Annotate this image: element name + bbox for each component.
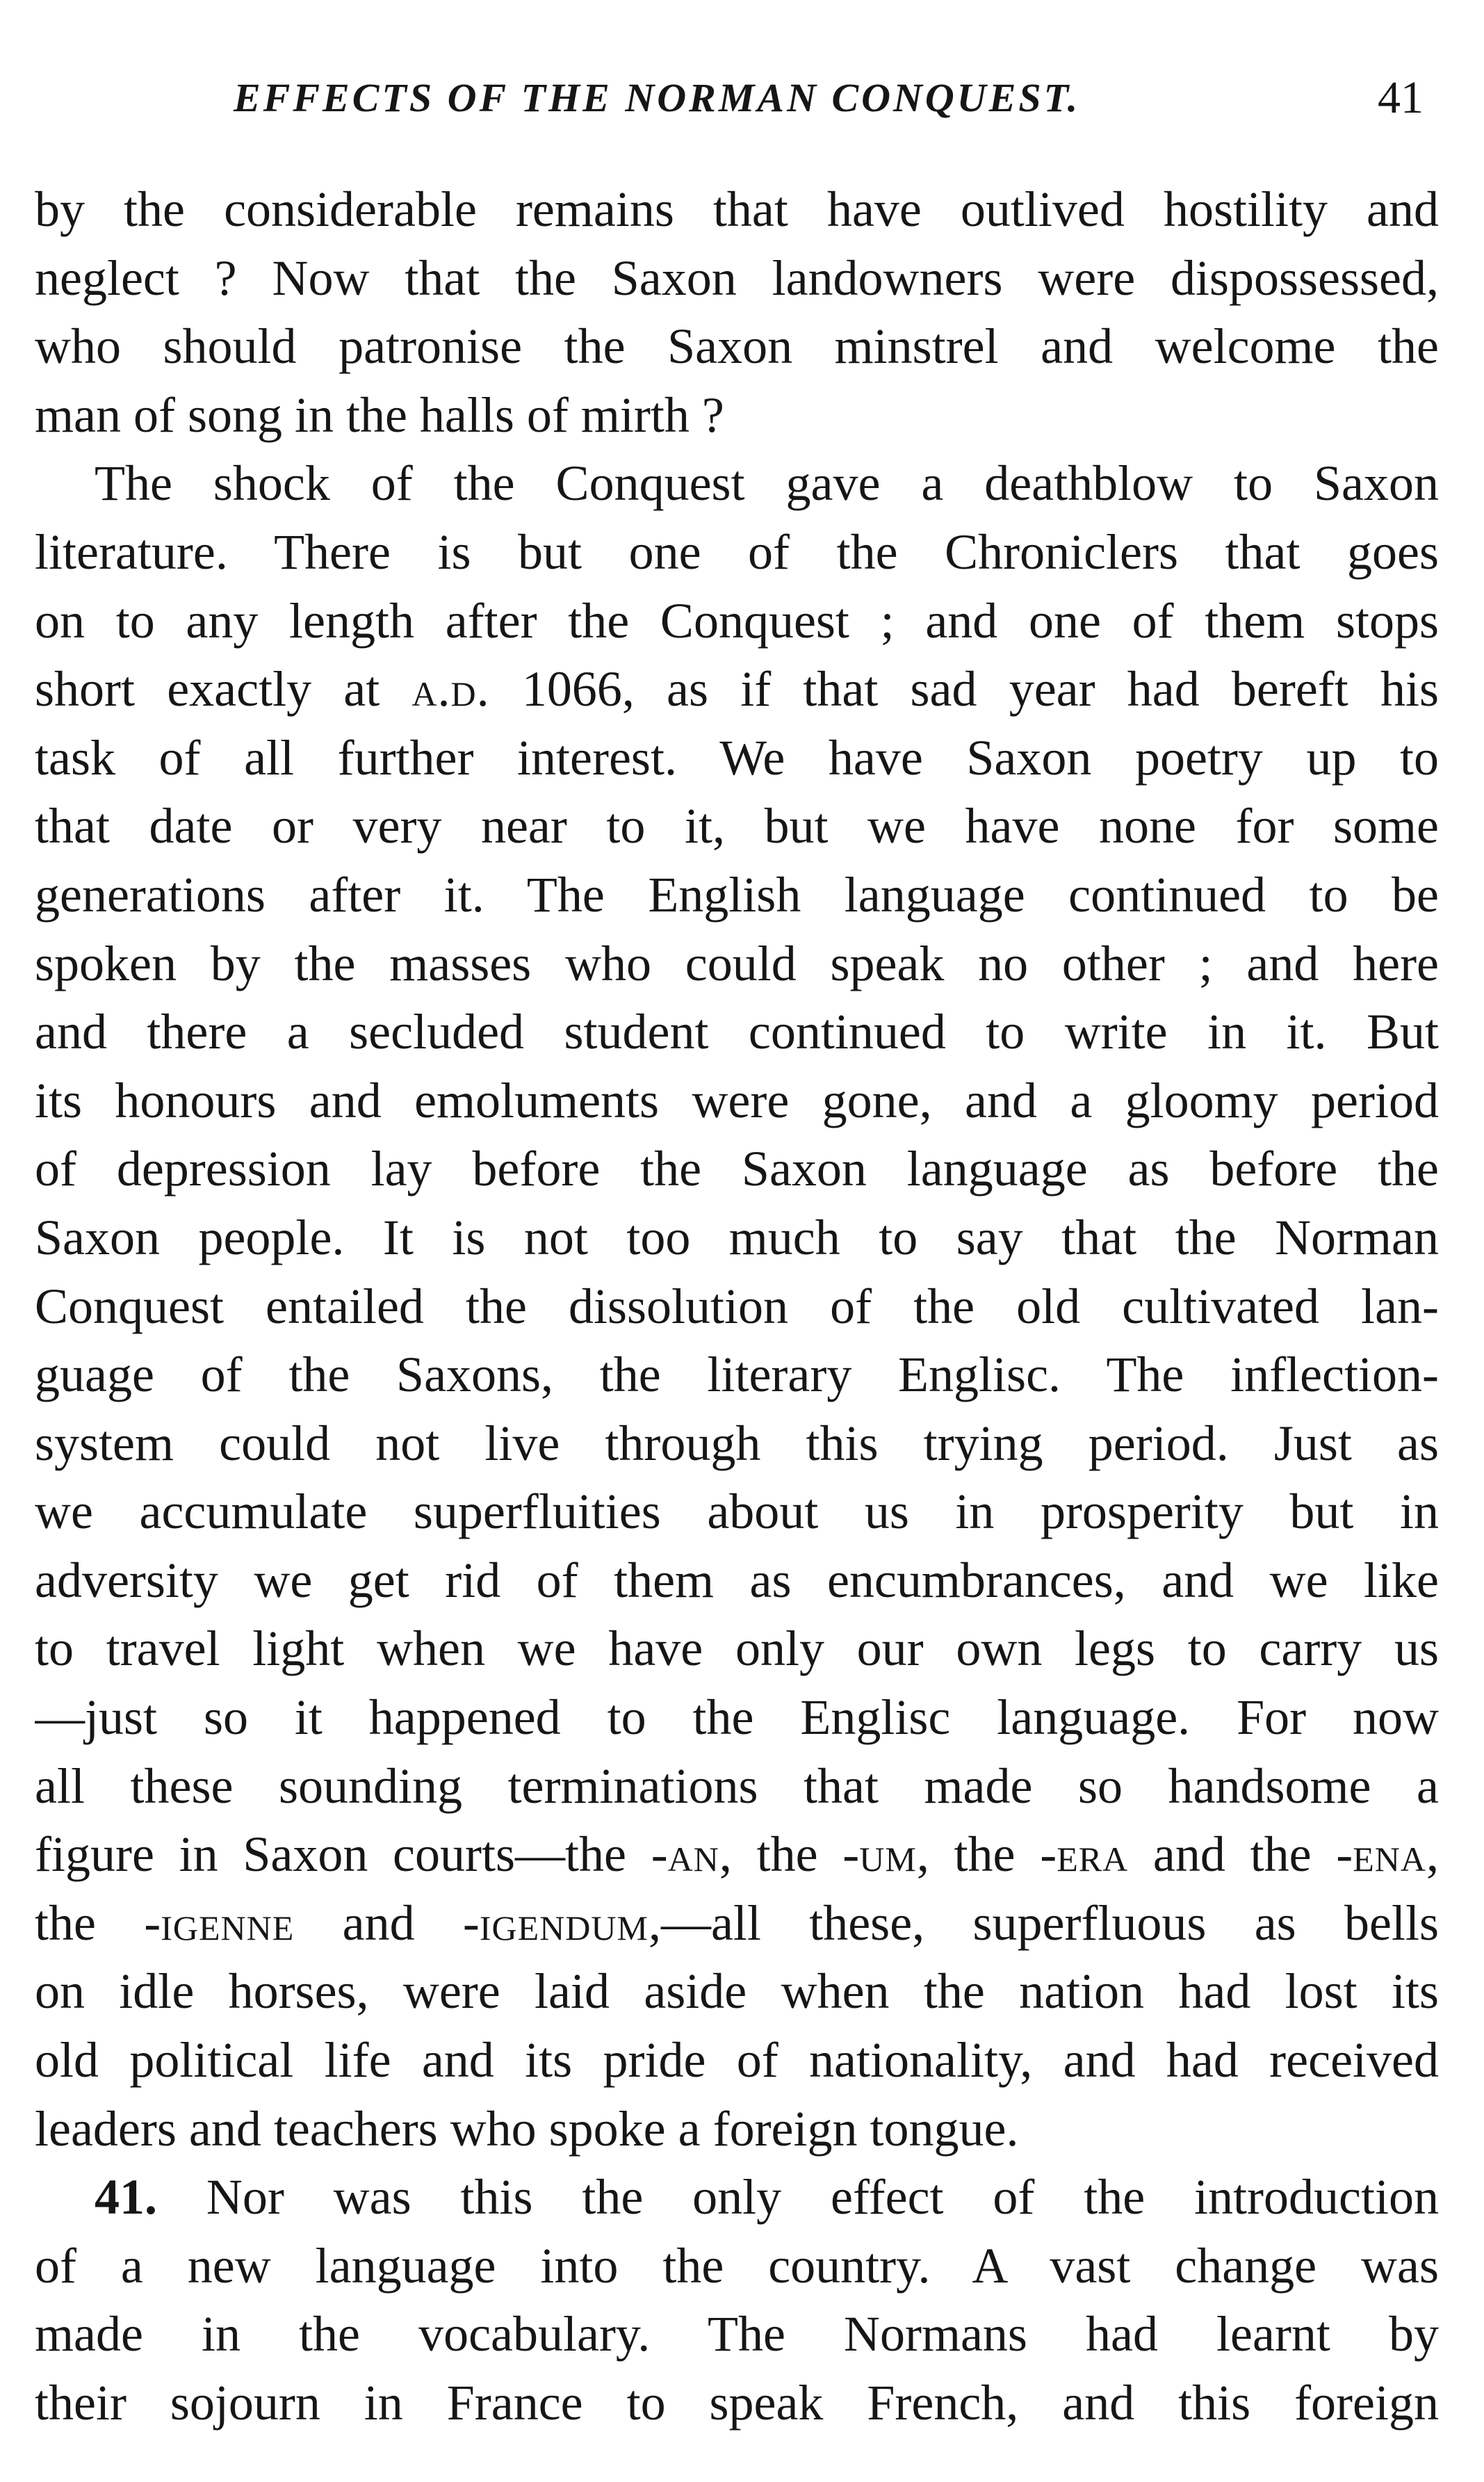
text-line: The shock of the Conquest gave a deathblow to Saxon [95,455,1439,512]
text-line: their sojourn in France to speak French, and this foreign [35,2375,1439,2431]
suffix-an: an [667,1826,719,1883]
text-line: task of all further interest. We have Saxon poetry up to [35,729,1439,786]
body-text [35,175,1439,2438]
text-line: on to any length after the Conquest ; and one of them stops [35,592,1439,649]
text-line [35,655,1439,724]
suffix-era: era [1057,1826,1129,1883]
text-segment: 1066, as if that sad year had bereft his [489,661,1439,717]
section-number: 41. [95,2169,157,2225]
text-line: who should patronise the Saxon minstrel and welcome the [35,318,1439,375]
text-line: neglect ? Now that the Saxon landowners were dispossessed, [35,250,1439,306]
text-segment: short exactly at [35,661,412,717]
text-line: Saxon people. It is not too much to say that the Norman [35,1209,1439,1265]
text-line: to travel light when we have only our own legs to carry us [35,1621,1439,1677]
text-line: Conquest entailed the dissolution of the old cultivated lan- [35,1278,1439,1334]
text-line: we accumulate superfluities about us in prosperity but in [35,1484,1439,1540]
text-segment: ,—all these, superfluous as bells [648,1895,1439,1951]
suffix-um: um [859,1826,917,1883]
text-segment: Nor was this the only effect of the introduction [157,2169,1439,2225]
text-segment: , [1426,1826,1439,1883]
text-line: leaders and teachers who spoke a foreign tongue. [35,2100,1019,2157]
text-line: old political life and its pride of nationality, and had received [35,2032,1439,2088]
text-segment: , the - [916,1826,1057,1883]
suffix-igendum: igendum [479,1895,649,1951]
text-line: by the considerable remains that have outlived hostility and [35,181,1439,237]
text-segment: and - [294,1895,480,1951]
text-line: literature. There is but one of the Chroniclers that goes [35,524,1439,580]
text-segment: , the - [719,1826,860,1883]
running-head [234,67,1424,129]
text-segment: figure in Saxon courts—the - [35,1826,668,1883]
text-line: system could not live through this trying period. Just as [35,1415,1439,1471]
text-line: of a new language into the country. A vast change was [35,2237,1439,2294]
text-line [35,2163,1439,2232]
text-segment: the - [35,1895,161,1951]
text-line: —just so it happened to the Englisc language. For now [35,1689,1439,1746]
text-line: generations after it. The English language continued to be [35,866,1439,923]
running-title: EFFECTS OF THE NORMAN CONQUEST. [234,75,1081,120]
text-line [35,1889,1439,1958]
suffix-ena: ena [1353,1826,1427,1883]
text-line: its honours and emoluments were gone, and a gloomy period [35,1072,1439,1128]
text-line [35,1820,1439,1889]
text-line: made in the vocabulary. The Normans had learnt by [35,2306,1439,2362]
anno-domini-abbrev: a.d. [411,661,490,717]
page-number: 41 [1378,72,1424,123]
text-line: on idle horses, were laid aside when the nation had lost its [35,1963,1439,2020]
text-line: that date or very near to it, but we have none for some [35,798,1439,854]
text-line: guage of the Saxons, the literary Englisc. The inflection- [35,1347,1439,1403]
text-line: and there a secluded student continued to write in it. But [35,1004,1439,1060]
suffix-igenne: igenne [161,1895,295,1951]
text-line: adversity we get rid of them as encumbrances, and we like [35,1552,1439,1608]
text-line: all these sounding terminations that made so handsome a [35,1758,1439,1814]
text-line: man of song in the halls of mirth ? [35,387,724,443]
text-line: spoken by the masses who could speak no other ; and here [35,935,1439,991]
text-line: of depression lay before the Saxon language as before the [35,1141,1439,1197]
text-segment: and the - [1128,1826,1353,1883]
